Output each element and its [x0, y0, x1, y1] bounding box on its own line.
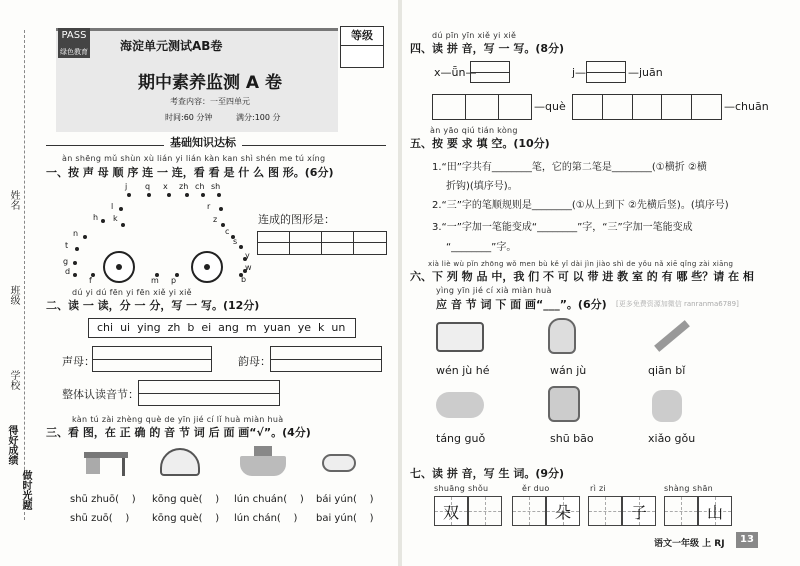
right-page — [402, 0, 800, 566]
dot-label: q — [145, 182, 151, 191]
dot-label: c — [225, 227, 230, 236]
exam-scope: 考查内容：一至四单元 — [170, 97, 250, 106]
dot-label: f — [89, 276, 92, 285]
q4-row1c: —juān — [628, 66, 663, 79]
dot-label: w — [245, 263, 252, 272]
dot-label: z — [213, 215, 218, 224]
q4-box-row[interactable] — [432, 94, 532, 120]
dot-label: j — [125, 182, 128, 191]
q6-text1: 六、下 列 物 品 中，我 们 不 可 以 带 进 教 室 的 有 哪 些？请 在 相 — [410, 270, 754, 283]
item-label[interactable]: táng guǒ — [436, 432, 486, 445]
item-label[interactable]: xiǎo gǒu — [648, 432, 696, 445]
char-cell: 双 — [434, 496, 468, 526]
word-pinyin: shàng shān — [664, 484, 714, 493]
school-label: 学校 — [8, 370, 19, 390]
left-page — [0, 0, 398, 566]
dot-label: l — [111, 202, 114, 211]
dot-label: d — [65, 267, 71, 276]
blank-cell[interactable] — [588, 496, 622, 526]
q3-opt[interactable]: lún chán( ) — [234, 513, 298, 524]
cloud-icon — [322, 454, 356, 472]
dot-puzzle — [55, 182, 265, 285]
q4-row2a: —què — [534, 100, 566, 113]
section-banner: 基础知识达标 — [164, 134, 242, 150]
slogan-2: 得好成绩 — [6, 425, 17, 465]
q4-text: 四、读 拼 音，写 一 写。(8分) — [410, 42, 565, 55]
q3-opt[interactable]: lún chuán( ) — [234, 494, 304, 505]
q2-text: 二、读 一 读，分 一 分，写 一 写。(12分) — [46, 299, 260, 312]
dot-label: k — [113, 214, 118, 223]
ship-icon — [240, 456, 286, 476]
q6-pinyin1: xià liè wù pǐn zhōng wǒ men bù kě yǐ dài jìn jiào shì de yǒu nǎ xiē qǐng zài xiāng — [428, 260, 734, 268]
q3-text: 三、看 图，在 正 确 的 音 节 词 后 面 画“√”。(4分) — [46, 426, 311, 439]
wheel-left — [103, 251, 135, 283]
item-label[interactable]: wén jù hé — [436, 364, 490, 377]
q5-line3: 3.“一”字加一笔能变成“________”字，“三”字加一笔能变成 — [432, 222, 693, 233]
wheel-right — [191, 251, 223, 283]
dot-label: g — [63, 257, 69, 266]
char-cell: 山 — [698, 496, 732, 526]
grade-box: 等级 — [340, 26, 384, 68]
dot-label: zh — [179, 182, 189, 191]
q1-answer-label: 连成的图形是： — [258, 213, 335, 226]
yunmu-input[interactable] — [270, 346, 382, 372]
q2-pinyin: dú yi dú fēn yi fēn xiě yi xiě — [72, 288, 192, 297]
q4-box[interactable] — [586, 61, 626, 83]
page-number: 13 — [736, 532, 758, 548]
page-title: 期中素养监测 A 卷 — [138, 73, 282, 93]
q6-pinyin2: yìng yīn jié cí xià miàn huà — [436, 286, 552, 295]
schoolbag-icon — [548, 386, 580, 422]
q3-opt[interactable]: bái yún( ) — [316, 494, 374, 505]
blank-cell[interactable] — [468, 496, 502, 526]
shengmu-label: 声母： — [62, 355, 95, 368]
q5-pinyin: àn yāo qiú tián kòng — [430, 126, 518, 135]
desk-icon — [84, 452, 128, 476]
class-label: 班级 — [8, 285, 19, 305]
dot-label: m — [151, 276, 159, 285]
q3-opt[interactable]: shū zhuō( ) — [70, 494, 136, 505]
binding-strip — [0, 0, 34, 566]
dot-label: h — [93, 213, 99, 222]
zhengti-label: 整体认读音节： — [62, 388, 139, 401]
q7-text: 七、读 拼 音，写 生 词。(9分) — [410, 467, 565, 480]
yunmu-label: 韵母： — [238, 355, 271, 368]
exam-score: 满分:100 分 — [236, 113, 281, 122]
exam-time: 时间:60 分钟 — [165, 113, 213, 122]
candy-icon — [436, 392, 484, 418]
brand-title: 海淀单元测试AB卷 — [120, 39, 223, 53]
logo: PASS 绿色教育 — [60, 30, 88, 56]
item-label[interactable]: shū bāo — [550, 432, 594, 445]
dot-label: t — [65, 241, 69, 250]
q1-answer-grid[interactable] — [257, 231, 387, 255]
word-pinyin: rì zi — [590, 484, 606, 493]
q3-opt[interactable]: shū zuō( ) — [70, 513, 130, 524]
dot-label: ch — [195, 182, 205, 191]
teddy-bear-icon — [548, 318, 576, 354]
q4-row1a: x—ǖn— — [434, 66, 477, 79]
q4-row1b: j— — [572, 66, 587, 79]
q5-line1b: 折钩)(填序号)。 — [446, 181, 518, 192]
blank-cell[interactable] — [512, 496, 546, 526]
puppy-icon — [652, 390, 682, 422]
dot-label: p — [171, 276, 177, 285]
shengmu-input[interactable] — [92, 346, 212, 372]
name-label: 姓名 — [8, 190, 19, 210]
q6-text2: 应 音 节 词 下 面 画“___”。(6分) — [436, 298, 607, 311]
q1-text: 一、按 声 母 顺 序 连 一 连，看 看 是 什 么 图 形。(6分) — [46, 166, 334, 179]
dot-label: y — [245, 251, 250, 260]
item-label[interactable]: qiān bǐ — [648, 364, 686, 377]
q5-line2: 2.“三”字的笔顺规则是________(①从上到下 ②先横后竖)。(填序号) — [432, 200, 729, 211]
item-label[interactable]: wán jù — [550, 364, 587, 377]
q4-pinyin: dú pīn yīn xiě yi xiě — [432, 31, 517, 40]
dot-label: n — [73, 229, 79, 238]
pencil-box-icon — [436, 322, 484, 352]
footer-label: 语文一年级 上 RJ — [654, 539, 725, 549]
q5-line1: 1.“田”字共有________笔，它的第二笔是________(①横折 ②横 — [432, 162, 707, 173]
dot-label: s — [233, 237, 238, 246]
dot-label: x — [163, 182, 168, 191]
q3-pinyin: kàn tú zài zhèng què de yīn jié cí lǐ huà miàn huà — [72, 415, 284, 424]
dot-label: sh — [211, 182, 221, 191]
q5-text: 五、按 要 求 填 空。(10分) — [410, 137, 550, 150]
zhengti-input[interactable] — [138, 380, 280, 406]
word-pinyin: ěr duo — [522, 484, 550, 493]
q3-opt[interactable]: bai yún( ) — [316, 513, 374, 524]
q3-opt[interactable]: kōng què( ) — [152, 513, 220, 524]
word-pinyin: shuāng shǒu — [434, 484, 489, 493]
char-cell: 朵 — [546, 496, 580, 526]
watermark: [更多免费资源加微信 ranranma6789] — [616, 300, 739, 308]
char-cell: 子 — [622, 496, 656, 526]
q1-pinyin: àn shēng mǔ shùn xù lián yi lián kàn kan shì shén me tú xíng — [62, 154, 326, 163]
syllable-strip: chi ui ying zh b ei ang m yuan ye k un — [88, 318, 356, 338]
dot-label: b — [241, 275, 247, 284]
q4-box-row[interactable] — [572, 94, 722, 120]
q4-box[interactable] — [470, 61, 510, 83]
slogan-1: 做时光题 — [20, 470, 31, 510]
dot-label: r — [207, 202, 211, 211]
blank-cell[interactable] — [664, 496, 698, 526]
q3-opt[interactable]: kōng què( ) — [152, 494, 220, 505]
pencil-icon — [654, 320, 690, 352]
peacock-icon — [160, 448, 200, 476]
q4-row2b: —chuān — [724, 100, 769, 113]
q5-line3b: “________”字。 — [446, 242, 517, 253]
